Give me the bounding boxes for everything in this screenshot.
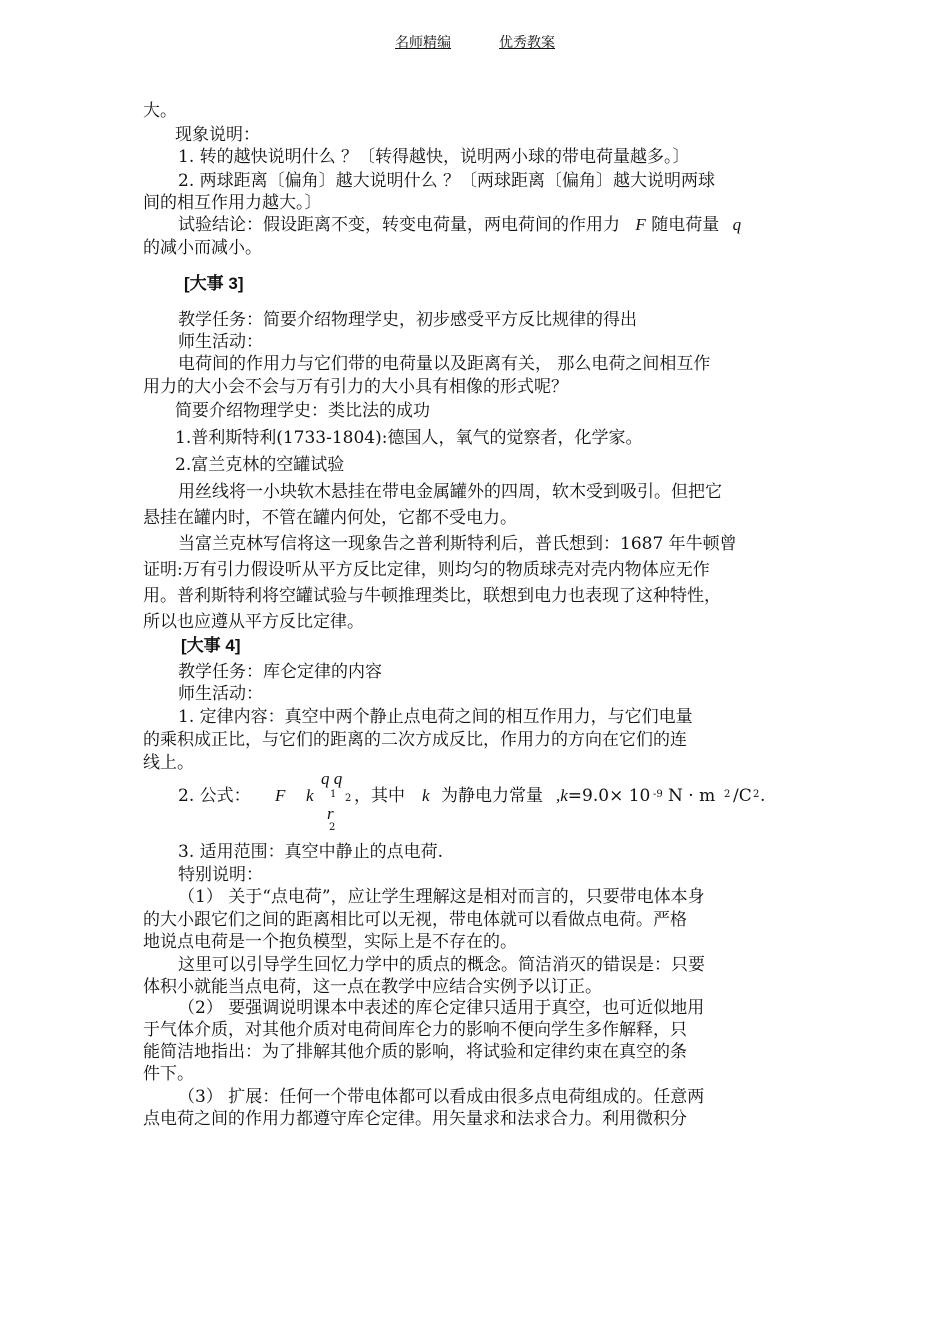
text-line: 教学任务：库仑定律的内容 [178,662,382,682]
text-span: ，其中 [354,786,405,806]
formula-k-symbol: k [422,786,430,805]
text-line: 的大小跟它们之间的距离相比可以无视，带电体就可以看做点电荷。严格 [143,910,687,930]
text-line: 能简洁地指出：为了排解其他介质的影响，将试验和定律约束在真空的条 [143,1042,687,1062]
text-line: 用丝线将一小块软木悬挂在带电金属罐外的四周，软木受到吸引。但把它 [178,482,722,502]
text-line: 2.富兰克林的空罐试验 [175,455,345,475]
header-right: 优秀教案 [499,35,555,51]
text-line: 1.普利斯特利(1733-1804):德国人，氧气的觉察者，化学家。 [175,428,643,448]
text-line: 1. 转的越快说明什么 ？〔转得越快，说明两小球的带电荷量越多。〕 [178,147,690,167]
text-line: 的减小而减小。 [143,238,262,258]
text-line: 体积小就能当点电荷，这一点在教学中应结合实例予以订正。 [143,977,602,997]
text-line: 线上。 [143,753,194,773]
constant-value: =9.0× 10 [567,786,651,806]
formula-subscript: 1 [330,789,337,800]
text-line: 师生活动： [178,684,263,704]
text-line: 1. 定律内容：真空中两个静止点电荷之间的相互作用力，与它们电量 [178,707,693,727]
text-line: 的乘积成正比，与它们的距离的二次方成反比，作用力的方向在它们的连 [143,730,687,750]
text-line: 所以也应遵从平方反比定律。 [143,612,364,632]
unit: N · m [668,786,716,806]
section-heading: [大事 3] [184,274,244,293]
formula-force-symbol: F [275,786,286,805]
text-line: （3） 扩展：任何一个带电体都可以看成由很多点电荷组成的。任意两 [178,1087,705,1107]
text-line: 师生活动： [178,332,263,352]
text-line: 当富兰克林写信将这一现象告之普利斯特利后，普氏想到：1687 年牛顿曾 [178,534,737,554]
page-header [0,32,950,52]
text-line: 特别说明： [178,865,263,885]
formula-denominator: r [327,804,334,823]
text-line: 电荷间的作用力与它们带的电荷量以及距离有关， 那么电荷之间相互作 [178,354,711,374]
text-line: 点电荷之间的作用力都遵守库仑定律。用矢量求和法求合力。利用微积分 [143,1109,687,1129]
text-line: 现象说明： [175,125,260,145]
text-span: 随电荷量 [651,215,720,235]
exponent: 2 [753,789,760,800]
text-span [556,785,650,807]
text-line: （1） 关于“点电荷”，应让学生理解这是相对而言的，只要带电体本身 [178,887,705,907]
text-line: 用力的大小会不会与万有引力的大小具有相像的形式呢？ [143,377,568,397]
text-line: 3. 适用范围：真空中静止的点电荷. [178,842,444,862]
unit: /C [733,786,752,806]
exponent: -9 [653,789,663,800]
text-line: 间的相互作用力越大。〕 [143,193,322,213]
text-line: 件下。 [143,1064,194,1084]
formula-label: 2. 公式： [178,786,251,806]
text-line: 简要介绍物理学史：类比法的成功 [175,401,430,421]
formula-k-symbol: k [306,786,314,805]
text-line: 2. 两球距离〔偏角〕越大说明什么 ？〔两球距离〔偏角〕越大说明两球 [178,171,716,191]
text-line: 证明:万有引力假设听从平方反比定律，则均匀的物质球壳对壳内物体应无作 [143,560,710,580]
section-heading: [大事 4] [181,636,241,655]
exponent: 2 [329,822,336,833]
formula-subscript: 2 [345,793,352,804]
exponent: 2 [724,789,731,800]
text-line: 这里可以引导学生回忆力学中的质点的概念。简洁消灭的错误是：只要 [178,955,705,975]
text-line: 用。普利斯特利将空罐试验与牛顿推理类比，联想到电力也表现了这种特性， [143,586,721,606]
text-line: 大。 [143,101,177,121]
formula-k-symbol: ,k [556,786,568,805]
text-span: 为静电力常量 [441,786,543,806]
text-line: （2） 要强调说明课本中表述的库仑定律只适用于真空，也可近似地用 [178,998,705,1018]
formula-numerator: q q [321,769,343,788]
text-line: 悬挂在罐内时，不管在罐内何处，它都不受电力。 [143,508,517,528]
text-line [178,214,741,236]
formula-symbol: F [635,215,646,234]
text-line: 于气体介质，对其他介质对电荷间库仑力的影响不便向学生多作解释，只 [143,1020,687,1040]
text-span: 试验结论：假设距离不变，转变电荷量，两电荷间的作用力 [178,215,620,235]
text-line: 教学任务：简要介绍物理学史，初步感受平方反比规律的得出 [178,310,637,330]
header-left: 名师精编 [395,35,451,51]
formula-symbol: q [732,215,742,234]
text-line: 地说点电荷是一个抱负模型，实际上是不存在的。 [143,932,517,952]
text-span: . [760,786,766,806]
